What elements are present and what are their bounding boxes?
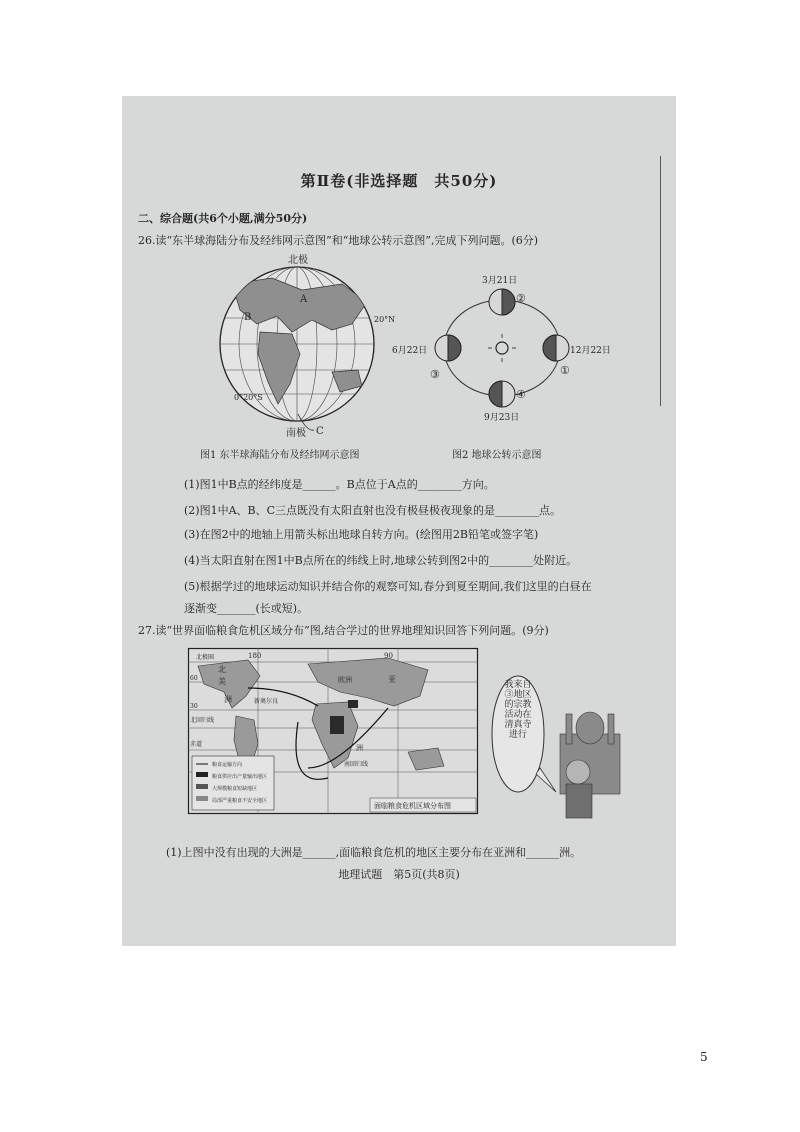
section-heading: 二、综合题(共6个小题,满分50分) xyxy=(138,212,308,225)
question-27-stem: 27.读“世界面临粮食危机区域分布”图,结合学过的世界地理知识回答下列问题。(9分) xyxy=(138,624,549,637)
map-label-lat30: 30 xyxy=(190,703,198,710)
legend-3: 大规模粮食短缺地区 xyxy=(212,786,258,792)
map-label-lon180: 180 xyxy=(248,652,262,660)
label-20s: 0°20°S xyxy=(234,393,263,402)
pos-1: ① xyxy=(560,364,570,377)
q26-sub2: (2)图1中A、B、C三点既没有太阳直射也没有极昼极夜现象的是________点。 xyxy=(184,504,562,517)
speech-bubble-text: 我来自③地区的宗教活动在清真寺进行 xyxy=(504,680,532,740)
figure2-orbit xyxy=(392,274,611,424)
map-label-neworleans: 新奥尔良 xyxy=(254,698,279,705)
map-label-asia: 亚 xyxy=(388,675,396,684)
label-sep23: 9月23日 xyxy=(484,413,520,423)
pos-3: ③ xyxy=(430,368,440,381)
label-north-pole: 北极 xyxy=(288,255,308,266)
map-caption: 面临粮食危机区域分布图 xyxy=(374,802,451,810)
point-b: B xyxy=(244,312,252,323)
map-label-equator: 赤道 xyxy=(190,741,203,748)
label-south-pole: 南极 xyxy=(286,428,306,439)
map-label-lat60: 60 xyxy=(190,675,198,682)
q26-sub5a: (5)根据学过的地球运动知识并结合你的观察可知,春分到夏至期间,我们这里的白昼在 xyxy=(184,580,592,593)
legend-1: 粮食运输方向 xyxy=(212,762,243,768)
map-label-europe: 欧洲 xyxy=(338,676,352,684)
q26-sub5b: 逐渐变_______(长或短)。 xyxy=(184,602,309,615)
page-footer: 地理试题 第5页(共8页) xyxy=(338,868,460,881)
map-label-continent: 洲 xyxy=(224,695,232,704)
map-label-north: 北 xyxy=(218,665,226,674)
label-mar21: 3月21日 xyxy=(482,276,518,286)
label-dec22: 12月22日 xyxy=(570,346,611,356)
q27-sub1: (1)上图中没有出现的大洲是______,面临粮食危机的地区主要分布在亚洲和______洲。 xyxy=(166,846,582,859)
map-label-lon90: 90 xyxy=(384,652,393,660)
label-20n: 20°N xyxy=(374,315,396,324)
point-c: C xyxy=(316,426,324,437)
q26-sub3: (3)在图2中的地轴上用箭头标出地球自转方向。(绘图用2B铅笔或签字笔) xyxy=(184,528,539,541)
map-legend xyxy=(192,756,274,810)
q26-sub1: (1)图1中B点的经纬度是______。B点位于A点的________方向。 xyxy=(184,478,495,491)
figure1-caption: 图1 东半球海陆分布及经纬网示意图 xyxy=(200,450,360,461)
label-jun22: 6月22日 xyxy=(392,346,428,356)
question-26-stem: 26.读“东半球海陆分布及经纬网示意图”和“地球公转示意图”,完成下列问题。(6分) xyxy=(138,234,539,247)
pos-2: ② xyxy=(516,292,526,305)
food-crisis-map xyxy=(188,648,478,814)
figure2-caption: 图2 地球公转示意图 xyxy=(452,450,542,461)
point-a: A xyxy=(300,294,308,305)
q26-sub4: (4)当太阳直射在图1中B点所在的纬线上时,地球公转到图2中的________处附近。 xyxy=(184,554,578,567)
map-label-tropic: 北回归线 xyxy=(190,717,215,724)
photographed-exam-page xyxy=(122,96,676,946)
margin-rule xyxy=(660,156,661,406)
map-label-arctic: 北极圈 xyxy=(196,654,215,661)
pos-4: ④ xyxy=(516,388,526,401)
map-label-ocean: 洲 xyxy=(356,744,363,752)
sun-icon xyxy=(496,342,508,354)
map-label-america: 美 xyxy=(218,677,226,686)
page-number: 5 xyxy=(700,1050,708,1064)
legend-4: 局部严重粮食不安全地区 xyxy=(212,798,268,804)
map-label-tropic-s: 南回归线 xyxy=(344,761,369,768)
legend-2: 粮食供应出产量输出地区 xyxy=(212,774,268,780)
paper-title: 第Ⅱ卷(非选择题 共50分) xyxy=(300,172,498,190)
